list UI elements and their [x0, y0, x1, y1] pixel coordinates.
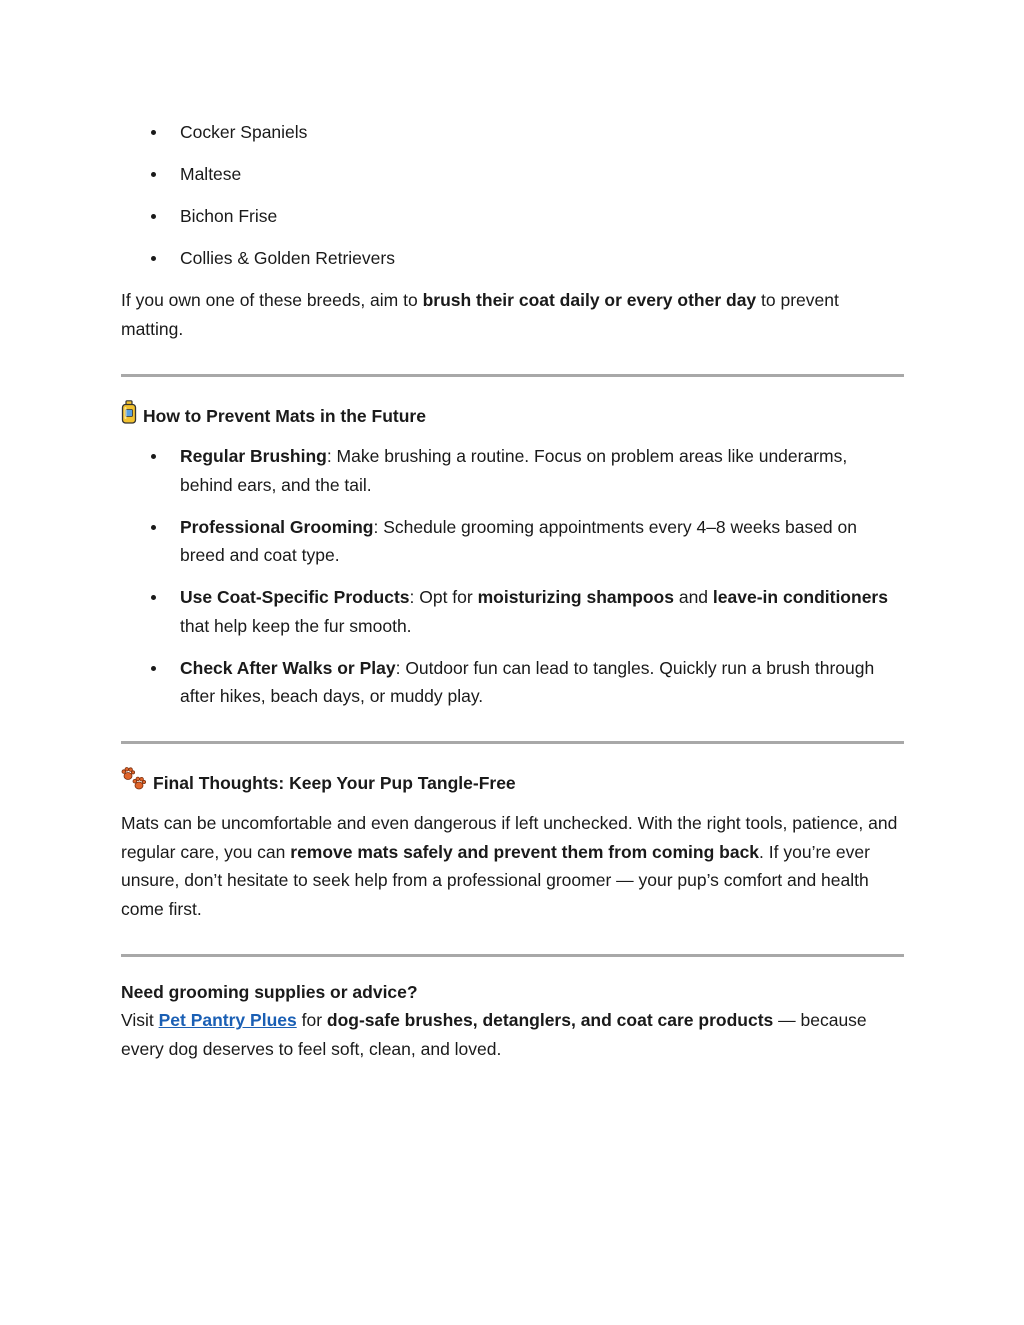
list-item: Professional Grooming: Schedule grooming appointments every 4–8 weeks based on breed and coat type. — [121, 513, 904, 570]
breed-list — [121, 118, 904, 273]
section-divider — [121, 954, 904, 957]
paw-prints-icon — [121, 767, 147, 800]
final-paragraph: Mats can be uncomfortable and even dangerous if left unchecked. With the right tools, patience, and regular care, you can remove mats safely and prevent them from coming back. If you’re ever unsure, don’t hesitate to seek help from a professional groomer — your pup’s comfort and health come first. — [121, 813, 898, 919]
prevent-list — [121, 442, 904, 711]
list-item: Bichon Frise — [121, 202, 904, 231]
section-divider — [121, 374, 904, 377]
breeds-paragraph-emphasis: brush their coat daily or every other day — [422, 290, 757, 310]
item-title: Regular Brushing — [180, 446, 327, 466]
item-title: Professional Grooming — [180, 516, 374, 537]
cta-paragraph: Visit Pet Pantry Plues for dog-safe brushes, detanglers, and coat care products — because every dog deserves to feel soft, clean, and loved. — [121, 1010, 867, 1059]
item-title: Use Coat-Specific Products — [180, 587, 410, 607]
list-item: Cocker Spaniels — [121, 118, 904, 147]
cta-heading: Need grooming supplies or advice? — [121, 982, 418, 1002]
list-item: Maltese — [121, 160, 904, 189]
section-heading-text: Final Thoughts: Keep Your Pup Tangle-Free — [153, 773, 516, 793]
section-divider — [121, 741, 904, 744]
breeds-paragraph: If you own one of these breeds, aim to brush their coat daily or every other day to prevent matting. — [121, 290, 839, 339]
section-heading-text: How to Prevent Mats in the Future — [143, 406, 426, 426]
list-item: Collies & Golden Retrievers — [121, 244, 904, 273]
shampoo-bottle-icon — [121, 400, 137, 433]
final-paragraph-emphasis: remove mats safely and prevent them from coming back — [290, 841, 760, 862]
list-item: Regular Brushing: Make brushing a routine. Focus on problem areas like underarms, behind ears, and the tail. — [121, 442, 904, 499]
list-item: Check After Walks or Play: Outdoor fun can lead to tangles. Quickly run a brush through after hikes, beach days, or muddy play. — [121, 654, 904, 711]
section-heading-prevent — [121, 400, 904, 433]
item-title: Check After Walks or Play — [180, 657, 396, 678]
section-heading-final — [121, 767, 904, 800]
list-item: Use Coat-Specific Products: Opt for moisturizing shampoos and leave-in conditioners that help keep the fur smooth. — [121, 583, 904, 640]
pet-pantry-link[interactable]: Pet Pantry Plues — [158, 1010, 297, 1030]
cta-emphasis: dog-safe brushes, detanglers, and coat care products — [326, 1010, 774, 1030]
